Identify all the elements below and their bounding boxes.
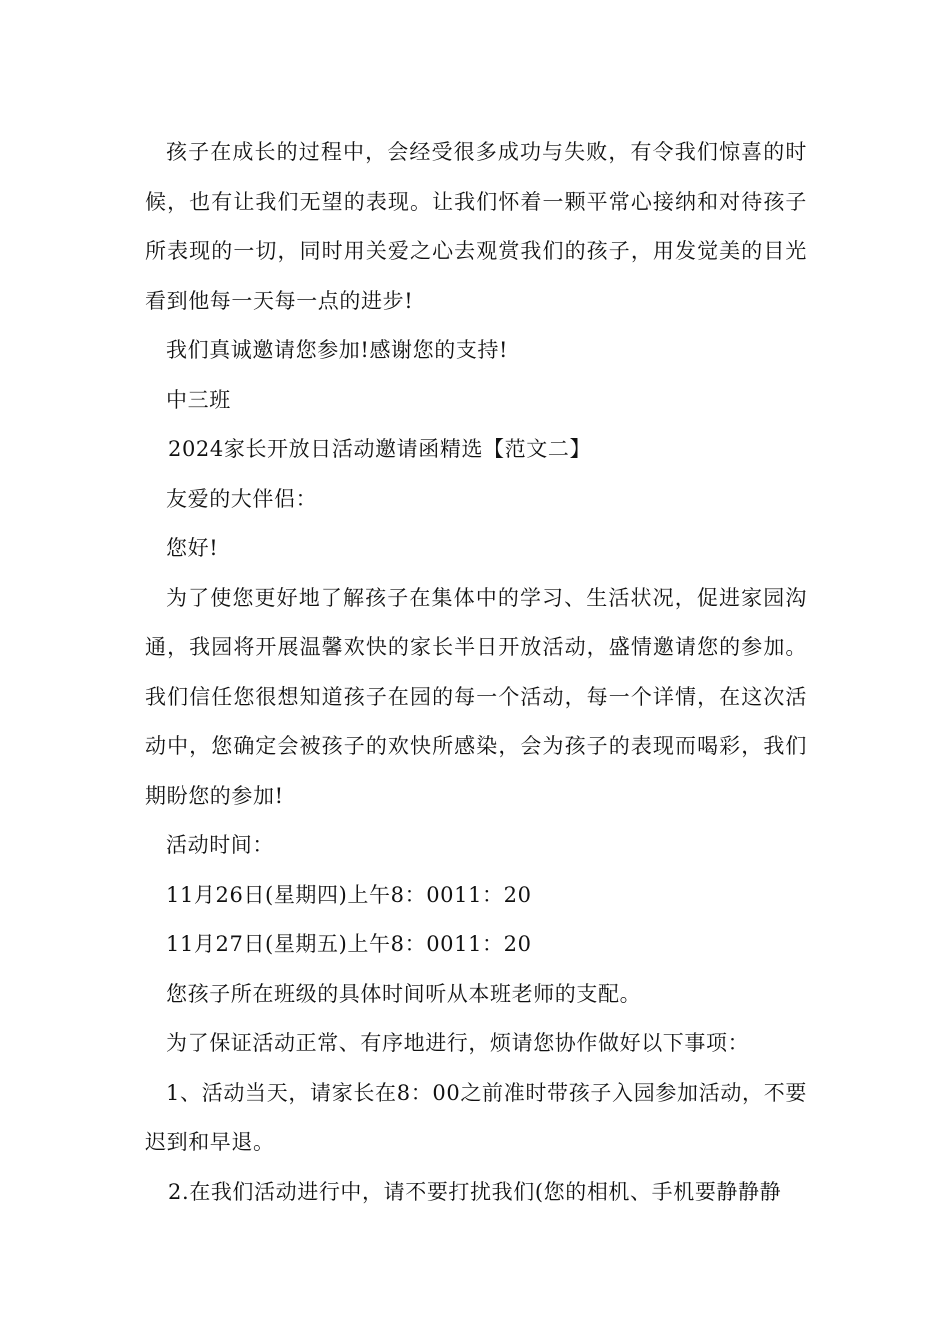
paragraph-growth: 孩子在成长的过程中，会经受很多成功与失败，有令我们惊喜的时候，也有让我们无望的表现。让我们怀着一颗平常心接纳和对待孩子所表现的一切，同时用关爱之心去观赏我们的孩子，用发觉美的目光看到他每一天每一点的进步!	[145, 140, 807, 313]
notice-item-2: 2.在我们活动进行中，请不要打扰我们(您的相机、手机要静静静	[168, 1179, 782, 1204]
section-heading: 2024家长开放日活动邀请函精选【范文二】	[168, 437, 592, 461]
paragraph-invitation-thanks: 我们真诚邀请您参加!感谢您的支持!	[166, 338, 509, 362]
class-signature: 中三班	[166, 387, 231, 412]
activity-time-label: 活动时间：	[166, 833, 274, 857]
activity-time-2: 11月27日(星期五)上午8：0011：20	[166, 932, 532, 956]
salutation: 友爱的大伴侣：	[166, 486, 318, 511]
paragraph-notice-intro: 为了保证活动正常、有序地进行，烦请您协作做好以下事项：	[166, 1031, 750, 1055]
notice-item-1: 1、活动当天，请家长在8：00之前准时带孩子入园参加活动，不要迟到和早退。	[145, 1080, 807, 1154]
activity-time-1: 11月26日(星期四)上午8：0011：20	[166, 882, 532, 907]
paragraph-purpose: 为了使您更好地了解孩子在集体中的学习、生活状况，促进家园沟通，我园将开展温馨欢快的家长半日开放活动，盛情邀请您的参加。我们信任您很想知道孩子在园的每一个活动，每一个详情，在这次活动中，您确定会被孩子的欢快所感染，会为孩子的表现而喝彩，我们期盼您的参加!	[145, 585, 807, 808]
paragraph-class-schedule: 您孩子所在班级的具体时间听从本班老师的支配。	[166, 981, 642, 1006]
document-body	[145, 128, 807, 1217]
greeting: 您好!	[166, 536, 219, 560]
